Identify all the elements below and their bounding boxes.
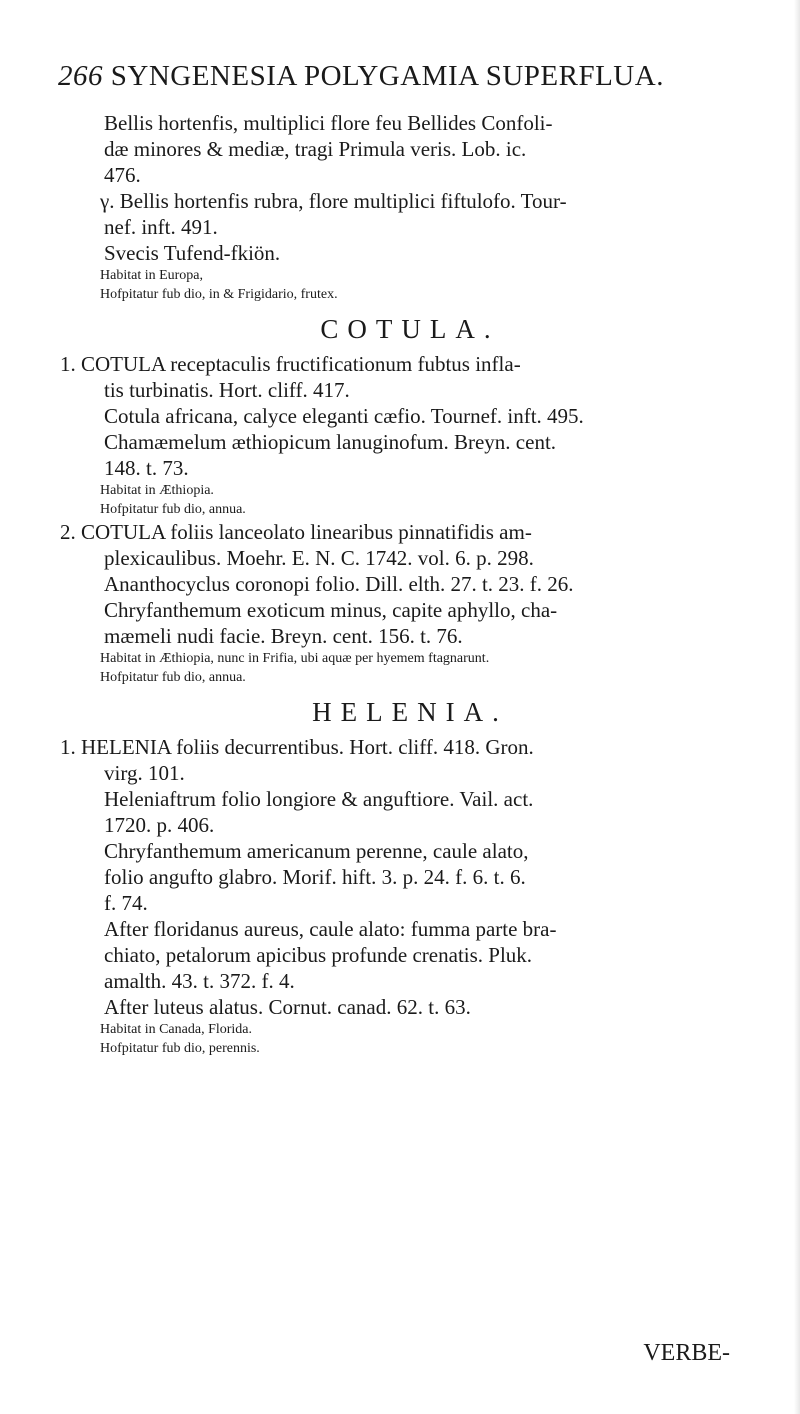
text-line: mæmeli nudi facie. Breyn. cent. 156. t. 76. bbox=[104, 624, 463, 648]
text-line: plexicaulibus. Moehr. E. N. C. 1742. vol. 6. p. 298. bbox=[104, 546, 534, 570]
habitat-line: Hofpitatur fub dio, in & Frigidario, frutex. bbox=[100, 287, 338, 302]
text-line: chiato, petalorum apicibus profunde crenatis. Pluk. bbox=[104, 943, 533, 967]
text-line: Svecis Tufend-fkiön. bbox=[104, 241, 281, 265]
text-line: tis turbinatis. Hort. cliff. 417. bbox=[104, 378, 350, 402]
habitat-line: Habitat in Æthiopia, nunc in Frifia, ubi aquæ per hyemem ftagnarunt. bbox=[100, 651, 490, 666]
catchword: VERBE- bbox=[643, 1340, 730, 1366]
habitat-line: Hofpitatur fub dio, perennis. bbox=[100, 1041, 260, 1056]
variety-line: γ. Bellis hortenfis rubra, flore multiplici fiftulofo. Tour- bbox=[100, 189, 567, 213]
bellis-entry bbox=[60, 110, 760, 304]
text-line: Bellis hortenfis, multiplici flore feu Bellides Confoli- bbox=[104, 111, 553, 135]
habitat-line: Habitat in Canada, Florida. bbox=[100, 1022, 253, 1037]
habitat-line: Habitat in Europa, bbox=[100, 268, 204, 283]
genus-heading-cotula: COTULA. bbox=[320, 314, 500, 344]
page-edge bbox=[794, 0, 800, 1414]
genus-heading-helenia: HELENIA. bbox=[312, 697, 508, 727]
habitat-line: Habitat in Æthiopia. bbox=[100, 483, 214, 498]
text-line: 476. bbox=[104, 163, 141, 187]
cotula-species-2 bbox=[60, 519, 760, 687]
cotula-species-1 bbox=[60, 351, 760, 519]
text-line: Chryfanthemum exoticum minus, capite aphyllo, cha- bbox=[104, 598, 558, 622]
text-line: virg. 101. bbox=[104, 761, 185, 785]
species-line: 1. COTULA receptaculis fructificationum fubtus infla- bbox=[60, 352, 521, 376]
text-line: Ananthocyclus coronopi folio. Dill. elth. 27. t. 23. f. 26. bbox=[104, 572, 574, 596]
species-line: 2. COTULA foliis lanceolato linearibus pinnatifidis am- bbox=[60, 520, 532, 544]
text-line: f. 74. bbox=[104, 891, 148, 915]
text-line: 1720. p. 406. bbox=[104, 813, 215, 837]
running-header bbox=[58, 60, 664, 93]
text-line: 148. t. 73. bbox=[104, 456, 189, 480]
text-line: After luteus alatus. Cornut. canad. 62. t. 63. bbox=[104, 995, 471, 1019]
text-line: nef. inft. 491. bbox=[104, 215, 218, 239]
text-line: dæ minores & mediæ, tragi Primula veris. Lob. ic. bbox=[104, 137, 527, 161]
text-line: Heleniaftrum folio longiore & anguftiore. Vail. act. bbox=[104, 787, 534, 811]
page-body bbox=[60, 110, 760, 1058]
helenia-species-1 bbox=[60, 734, 760, 1058]
habitat-line: Hofpitatur fub dio, annua. bbox=[100, 502, 246, 517]
text-line: Chamæmelum æthiopicum lanuginofum. Breyn. cent. bbox=[104, 430, 557, 454]
page-number: 266 bbox=[58, 60, 103, 92]
species-line: 1. HELENIA foliis decurrentibus. Hort. cliff. 418. Gron. bbox=[60, 735, 534, 759]
habitat-line: Hofpitatur fub dio, annua. bbox=[100, 670, 246, 685]
running-title: SYNGENESIA POLYGAMIA SUPERFLUA. bbox=[110, 60, 664, 92]
text-line: amalth. 43. t. 372. f. 4. bbox=[104, 969, 295, 993]
text-line: folio angufto glabro. Morif. hift. 3. p. 24. f. 6. t. 6. bbox=[104, 865, 526, 889]
text-line: After floridanus aureus, caule alato: fumma parte bra- bbox=[104, 917, 557, 941]
text-line: Chryfanthemum americanum perenne, caule alato, bbox=[104, 839, 529, 863]
text-line: Cotula africana, calyce eleganti cæfio. Tournef. inft. 495. bbox=[104, 404, 584, 428]
